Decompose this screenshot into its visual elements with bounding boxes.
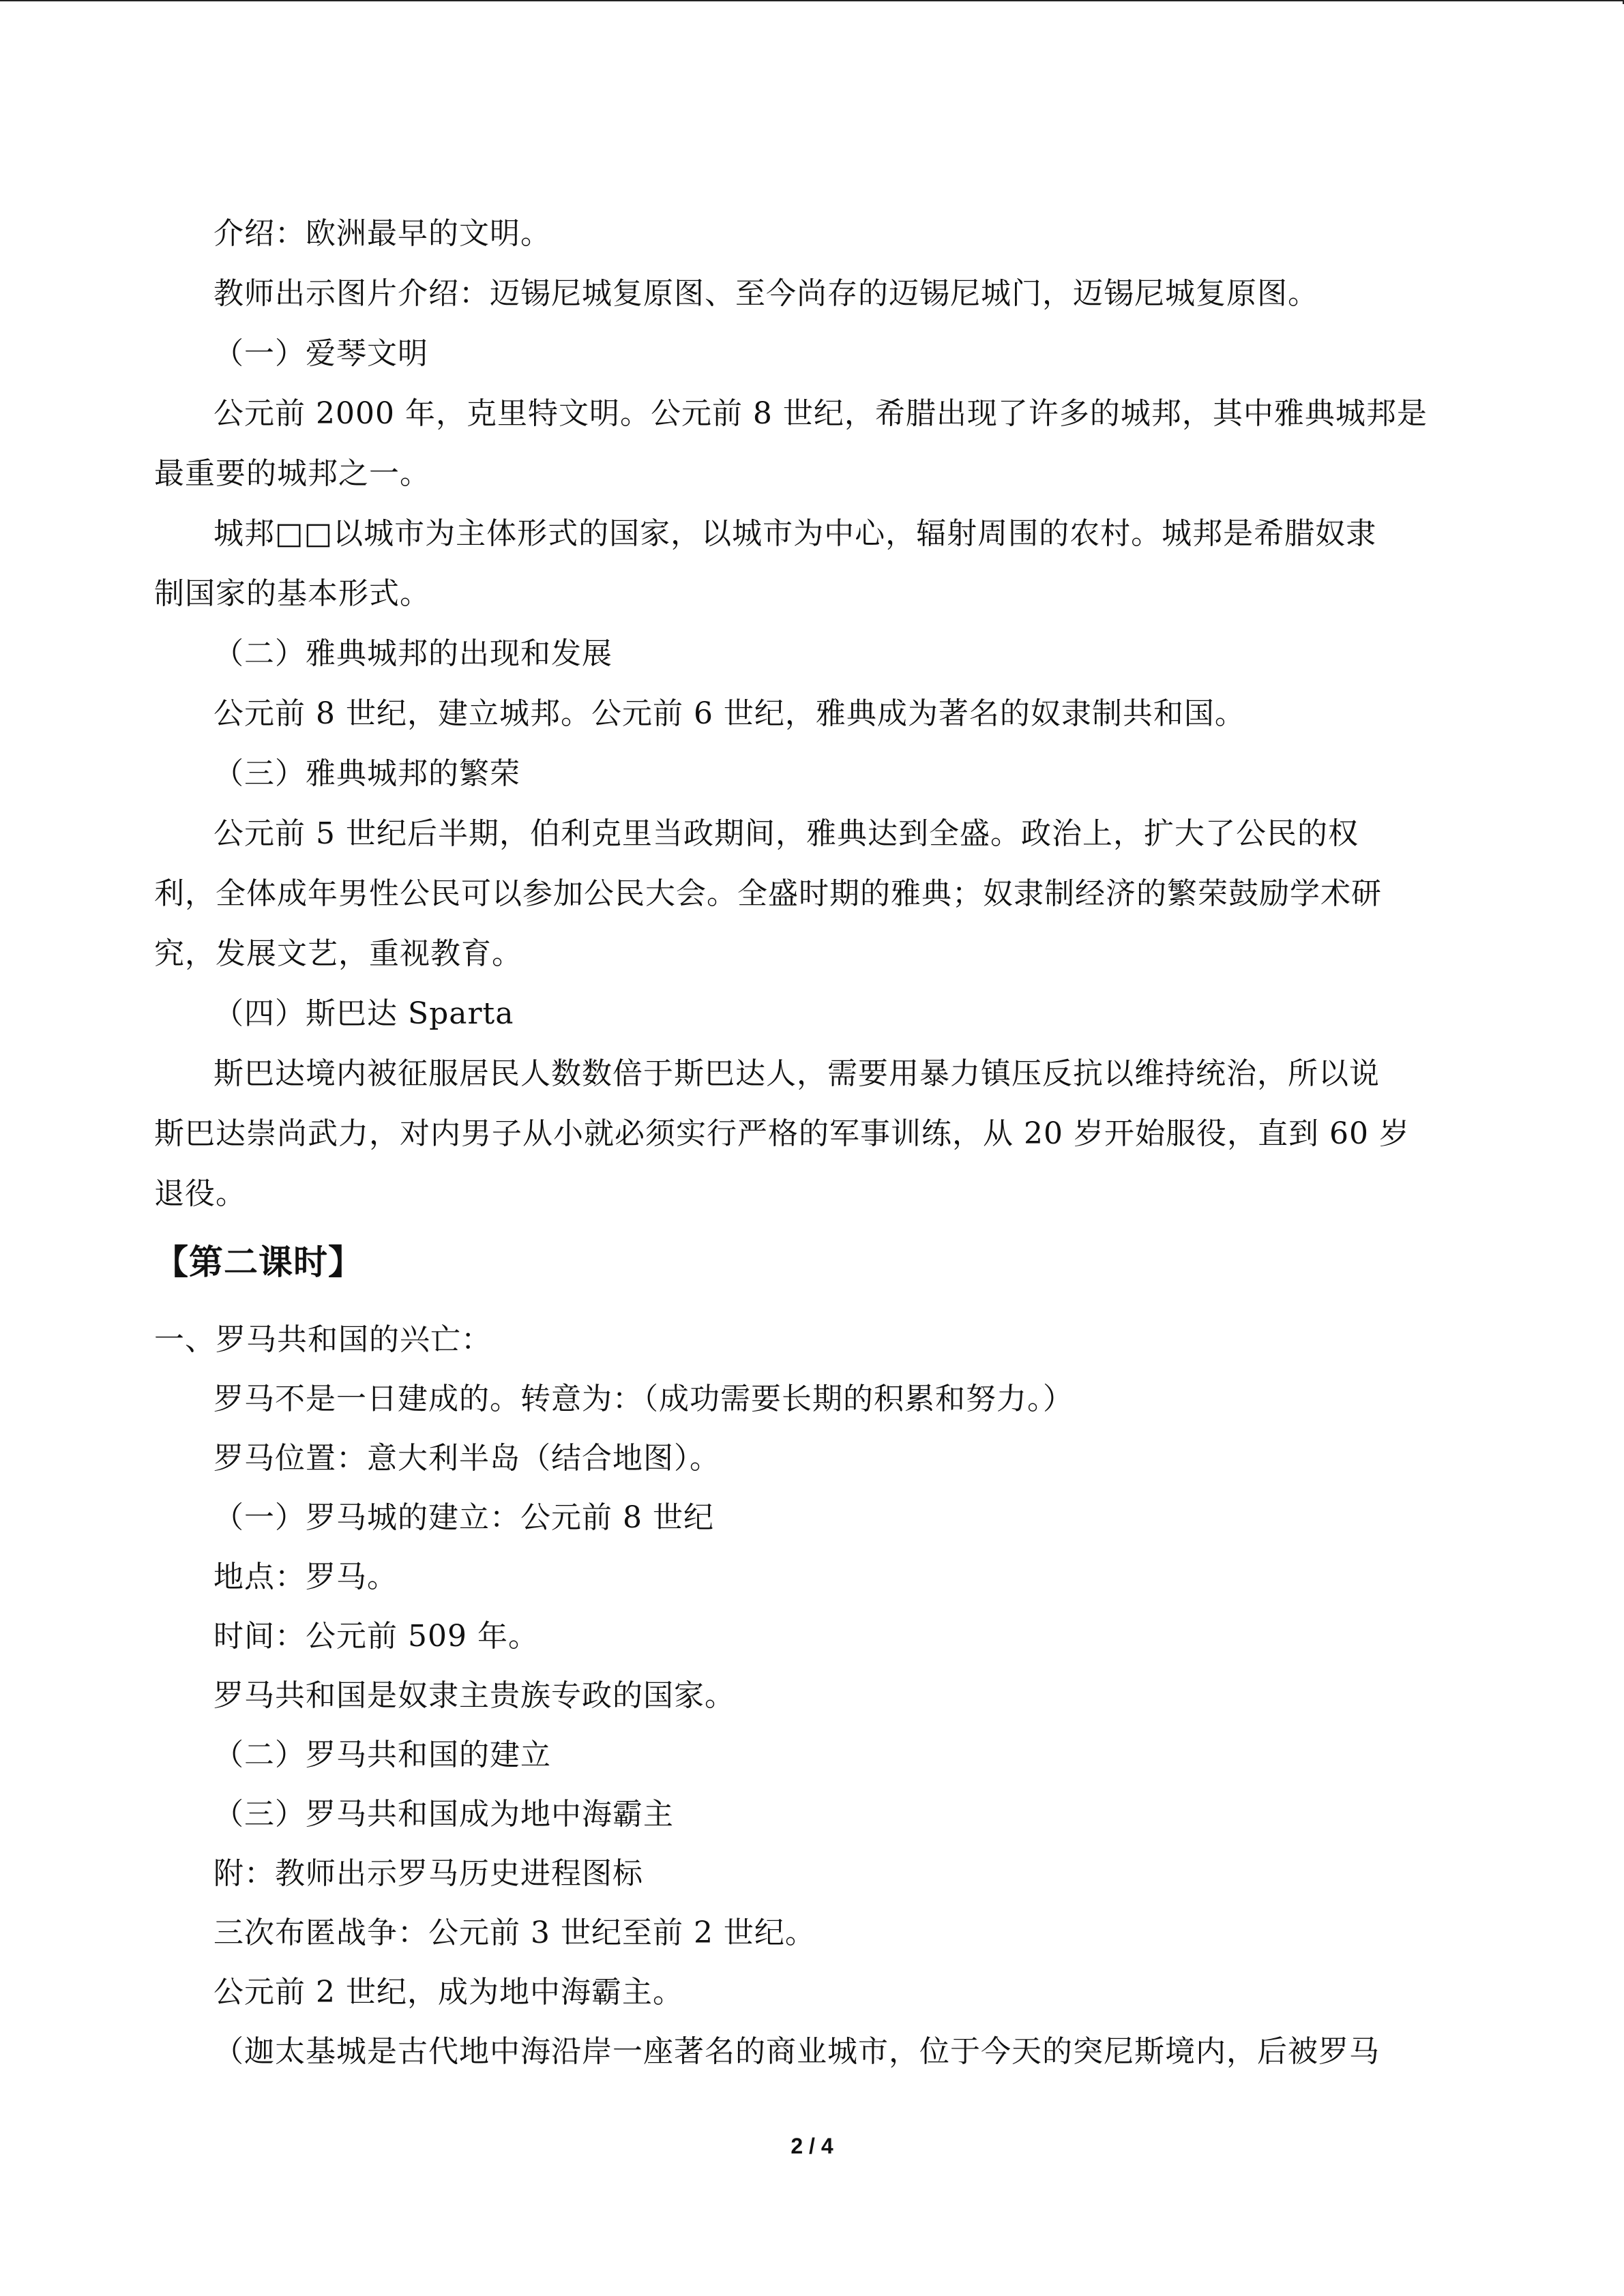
text-line: 最重要的城邦之一。 <box>154 456 430 491</box>
text-line: 公元前 2000 年，克里特文明。公元前 8 世纪，希腊出现了许多的城邦，其中雅典城邦是 <box>213 396 1428 431</box>
text-line: 城邦□□以城市为主体形式的国家，以城市为中心，辐射周围的农村。城邦是希腊奴隶 <box>213 516 1377 551</box>
text-line: 罗马不是一日建成的。转意为：（成功需要长期的积累和努力。） <box>213 1382 1074 1416</box>
text-line: 一、罗马共和国的兴亡： <box>154 1322 492 1357</box>
page-number: 2 / 4 <box>791 2134 833 2158</box>
text-line: （二）雅典城邦的出现和发展 <box>213 636 612 671</box>
text-line: 利，全体成年男性公民可以参加公民大会。全盛时期的雅典；奴隶制经济的繁荣鼓励学术研 <box>154 876 1382 911</box>
text-line: 地点：罗马。 <box>213 1560 398 1594</box>
text-line: （二）罗马共和国的建立 <box>213 1738 551 1772</box>
text-line: （三）罗马共和国成为地中海霸主 <box>213 1797 674 1832</box>
text-line: 斯巴达崇尚武力，对内男子从小就必须实行严格的军事训练，从 20 岁开始服役，直到 60 岁 <box>154 1116 1410 1151</box>
text-line: 究，发展文艺，重视教育。 <box>154 936 522 971</box>
text-line: 公元前 2 世纪，成为地中海霸主。 <box>213 1975 683 2010</box>
text-line: 制国家的基本形式。 <box>154 576 430 611</box>
text-line: 斯巴达境内被征服居民人数数倍于斯巴达人，需要用暴力镇压反抗以维持统治，所以说 <box>213 1056 1380 1091</box>
text-line: （四）斯巴达 Sparta <box>213 996 514 1031</box>
section-heading: 【第二课时】 <box>154 1242 363 1282</box>
text-line: 教师出示图片介绍：迈锡尼城复原图、至今尚存的迈锡尼城门，迈锡尼城复原图。 <box>213 276 1318 311</box>
text-line: 罗马共和国是奴隶主贵族专政的国家。 <box>213 1678 735 1713</box>
text-line: 公元前 8 世纪，建立城邦。公元前 6 世纪，雅典成为著名的奴隶制共和国。 <box>213 696 1245 731</box>
text-line: （迦太基城是古代地中海沿岸一座著名的商业城市，位于今天的突尼斯境内，后被罗马 <box>213 2034 1380 2069</box>
text-line: 附：教师出示罗马历史进程图标 <box>213 1856 643 1891</box>
text-line: 介绍：欧洲最早的文明。 <box>213 216 551 251</box>
text-line: （一）罗马城的建立：公元前 8 世纪 <box>213 1500 714 1535</box>
text-line: 罗马位置：意大利半岛（结合地图）。 <box>213 1441 720 1476</box>
text-line: （三）雅典城邦的繁荣 <box>213 756 520 791</box>
text-line: 时间：公元前 509 年。 <box>213 1619 539 1654</box>
text-line: 公元前 5 世纪后半期，伯利克里当政期间，雅典达到全盛。政治上，扩大了公民的权 <box>213 816 1359 851</box>
text-line: （一）爱琴文明 <box>213 336 428 371</box>
text-line: 退役。 <box>154 1176 246 1211</box>
text-line: 三次布匿战争：公元前 3 世纪至前 2 世纪。 <box>213 1915 816 1950</box>
